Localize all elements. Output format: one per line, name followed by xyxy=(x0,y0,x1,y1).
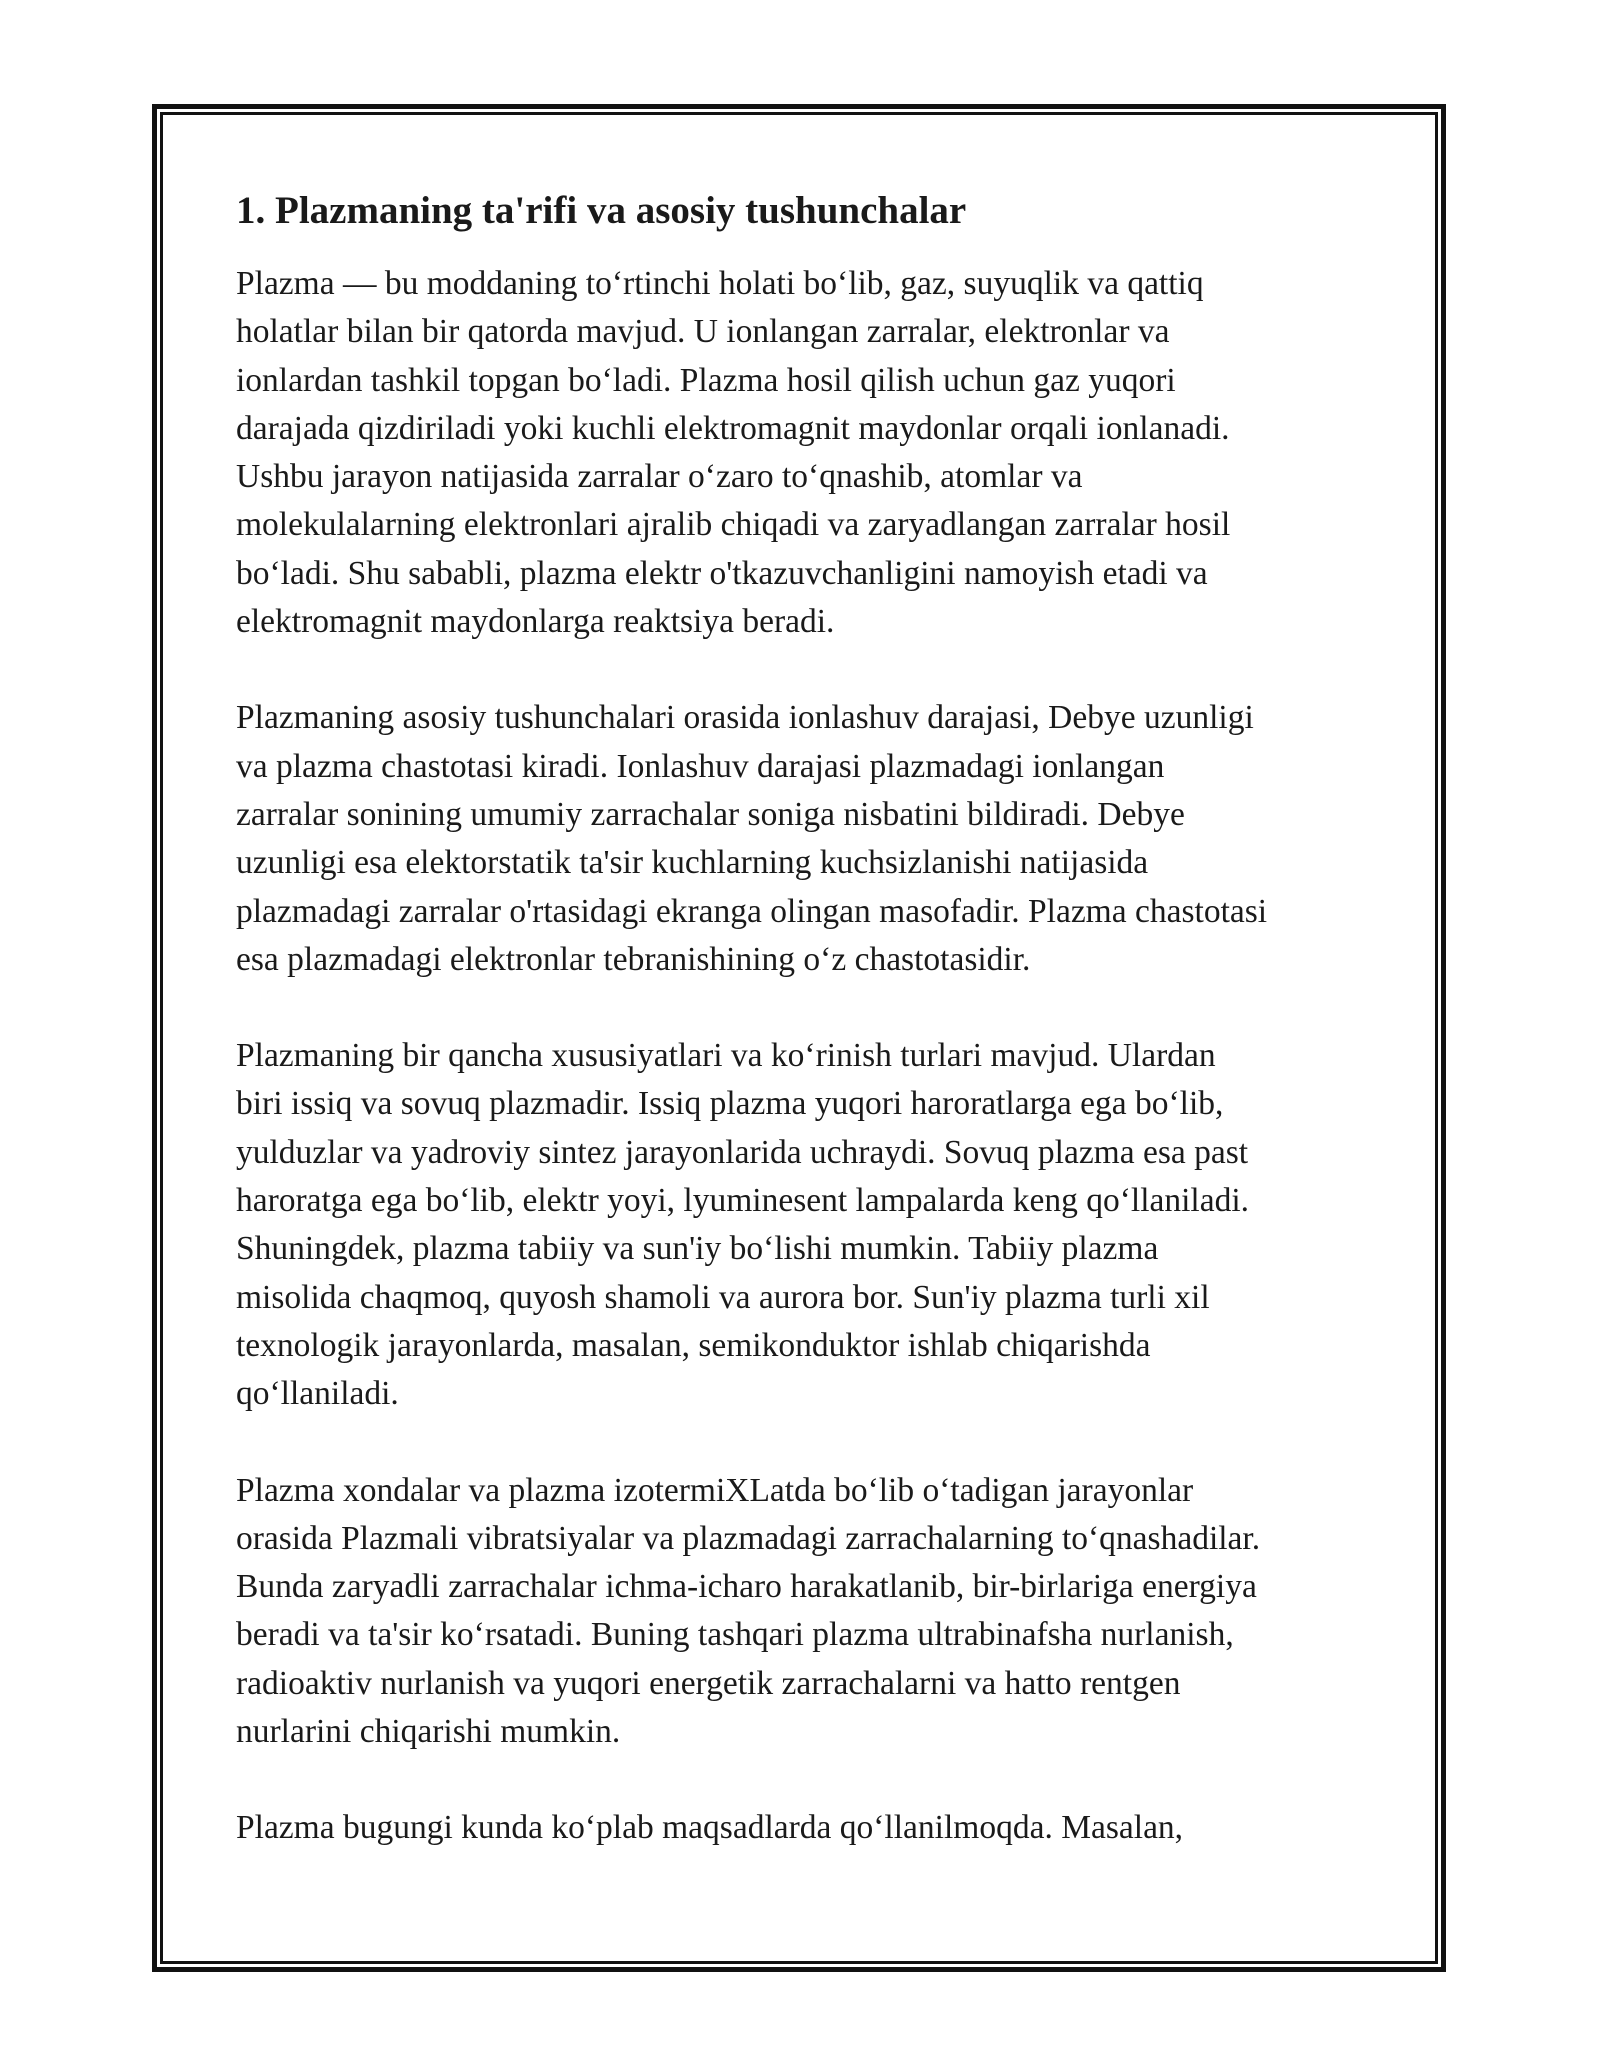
text-line: biri issiq va sovuq plazmadir. Issiq plazma yuqori haroratlarga ega boʻlib, xyxy=(236,1085,1224,1123)
text-line: Plazma bugungi kunda koʻplab maqsadlarda qoʻllanilmoqda. Masalan, xyxy=(236,1809,1184,1847)
text-line: beradi va ta'sir koʻrsatadi. Buning tashqari plazma ultrabinafsha nurlanish, xyxy=(236,1616,1234,1654)
text-line: plazmadagi zarralar o'rtasidagi ekranga olingan masofadir. Plazma chastotasi xyxy=(236,892,1268,930)
page-content xyxy=(236,186,1376,1853)
text-line: uzunligi esa elektorstatik ta'sir kuchlarning kuchsizlanishi natijasida xyxy=(236,844,1149,882)
text-line: elektromagnit maydonlarga reaktsiya beradi. xyxy=(236,603,835,641)
text-line: esa plazmadagi elektronlar tebranishining oʻz chastotasidir. xyxy=(236,940,1031,978)
text-line: nurlarini chiqarishi mumkin. xyxy=(236,1713,621,1751)
text-line: Shuningdek, plazma tabiiy va sun'iy boʻlishi mumkin. Tabiiy plazma xyxy=(236,1230,1159,1268)
text-line: texnologik jarayonlarda, masalan, semikonduktor ishlab chiqarishda xyxy=(236,1326,1151,1364)
text-line: Plazmaning asosiy tushunchalari orasida ionlashuv darajasi, Debye uzunligi xyxy=(236,699,1254,737)
text-line: boʻladi. Shu sababli, plazma elektr o'tkazuvchanligini namoyish etadi va xyxy=(236,554,1208,592)
paragraph-applications xyxy=(236,1804,1376,1852)
text-line: molekulalarning elektronlari ajralib chiqadi va zaryadlangan zarralar hosil xyxy=(236,506,1231,544)
text-line: Plazma — bu moddaning toʻrtinchi holati boʻlib, gaz, suyuqlik va qattiq xyxy=(236,265,1204,302)
text-line: va plazma chastotasi kiradi. Ionlashuv darajasi plazmadagi ionlangan xyxy=(236,747,1165,785)
text-line: holatlar bilan bir qatorda mavjud. U ionlangan zarralar, elektronlar va xyxy=(236,313,1170,351)
text-line: misolida chaqmoq, quyosh shamoli va aurora bor. Sun'iy plazma turli xil xyxy=(236,1278,1210,1316)
text-line: radioaktiv nurlanish va yuqori energetik zarrachalarni va hatto rentgen xyxy=(236,1664,1181,1702)
text-line: ionlardan tashkil topgan boʻladi. Plazma hosil qilish uchun gaz yuqori xyxy=(236,361,1176,399)
text-line: qoʻllaniladi. xyxy=(236,1375,399,1413)
section-heading: 1. Plazmaning ta'rifi va asosiy tushunchalar xyxy=(236,189,967,232)
text-line: orasida Plazmali vibratsiyalar va plazmadagi zarrachalarning toʻqnashadilar. xyxy=(236,1519,1261,1557)
text-line: Ushbu jarayon natijasida zarralar oʻzaro toʻqnashib, atomlar va xyxy=(236,458,1083,496)
text-line: haroratga ega boʻlib, elektr yoyi, lyuminesent lampalarda keng qoʻllaniladi. xyxy=(236,1182,1250,1220)
paragraph-types xyxy=(236,1032,1376,1418)
paragraph-definition xyxy=(236,260,1376,646)
paragraph-concepts xyxy=(236,694,1376,984)
text-line: zarralar sonining umumiy zarrachalar soniga nisbatini bildiradi. Debye xyxy=(236,795,1185,833)
text-line: Plazma xondalar va plazma izotermiXLatda boʻlib oʻtadigan jarayonlar xyxy=(236,1471,1194,1509)
text-line: darajada qizdiriladi yoki kuchli elektromagnit maydonlar orqali ionlanadi. xyxy=(236,409,1230,447)
text-line: Plazmaning bir qancha xususiyatlari va koʻrinish turlari mavjud. Ulardan xyxy=(236,1037,1216,1075)
text-line: yulduzlar va yadroviy sintez jarayonlarida uchraydi. Sovuq plazma esa past xyxy=(236,1133,1249,1171)
text-line: Bunda zaryadli zarrachalar ichma-icharo harakatlanib, bir-birlariga energiya xyxy=(236,1568,1257,1606)
paragraph-processes xyxy=(236,1467,1376,1757)
